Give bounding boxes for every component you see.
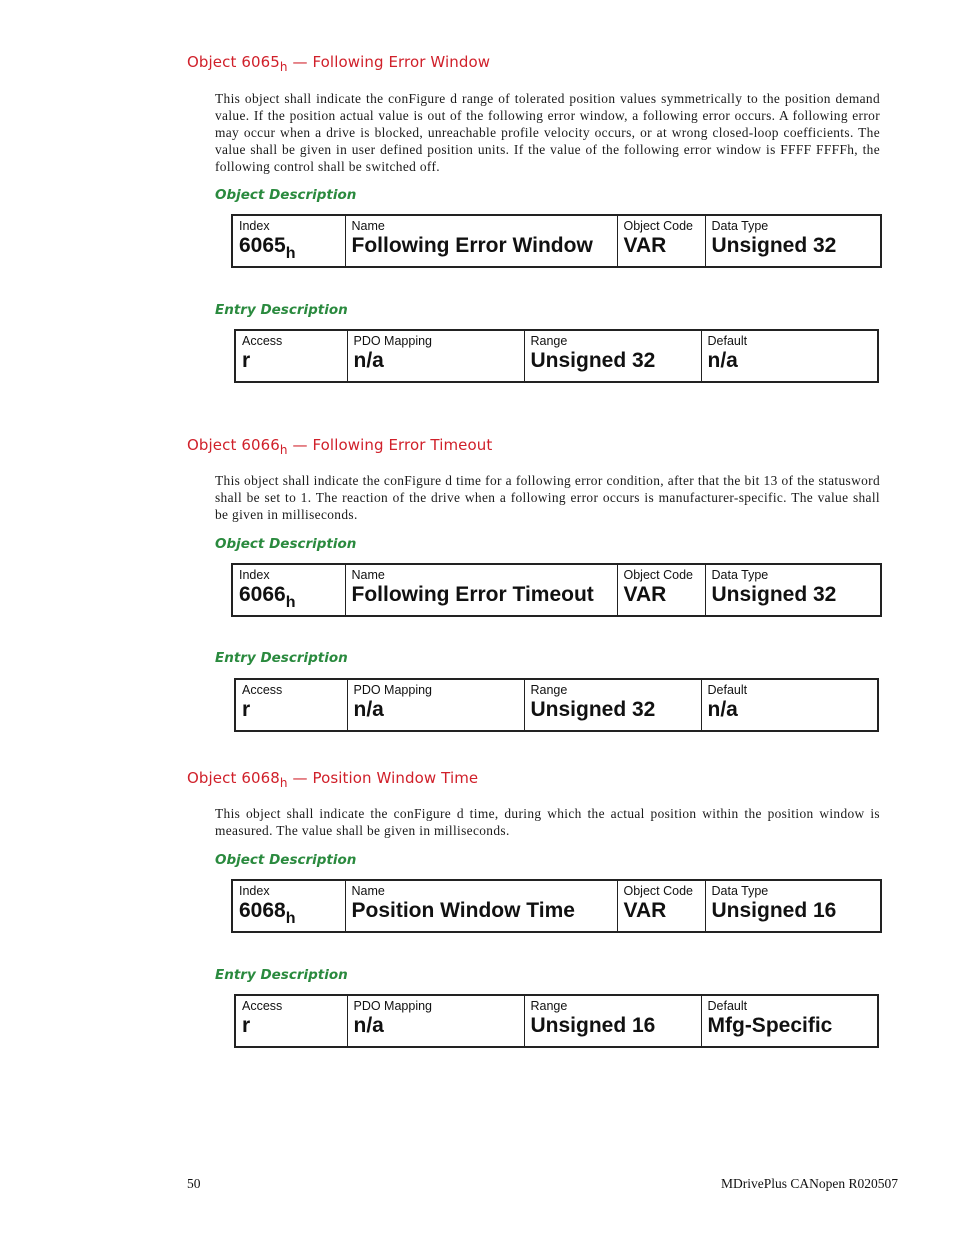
data-type-cell: Data Type Unsigned 16 — [705, 880, 881, 932]
range-cell: Range Unsigned 32 — [524, 679, 701, 731]
object-code-cell: Object Code VAR — [617, 215, 705, 267]
section-title-6066: Object $6066_h$ — Following Error Timeout — [187, 436, 493, 457]
pdo-mapping-cell: PDO Mapping n/a — [347, 679, 524, 731]
index-cell: Index $6066_h$ — [232, 564, 345, 616]
data-type-cell: Data Type Unsigned 32 — [705, 215, 881, 267]
object-description-heading: Object Description — [215, 187, 357, 203]
default-cell: Default Mfg-Specific — [701, 995, 878, 1047]
name-cell: Name Position Window Time — [345, 880, 617, 932]
section-title-6068: Object $6068_h$ — Position Window Time — [187, 769, 479, 790]
section-body-6068: This object shall indicate the conFigure d time, during which the actual position within the position window is measured. The value shall be given in milliseconds. — [215, 806, 880, 838]
object-code-cell: Object Code VAR — [617, 880, 705, 932]
document-id: MDrivePlus CANopen R020507 — [720, 1176, 898, 1191]
entry-description-table — [234, 994, 879, 1048]
name-cell: Name Following Error Window — [345, 215, 617, 267]
default-cell: Default n/a — [701, 330, 878, 382]
object-description-table — [231, 879, 882, 933]
access-cell: Access r — [235, 995, 347, 1047]
access-cell: Access r — [235, 679, 347, 731]
index-cell: Index $6068_h$ — [232, 880, 345, 932]
object-description-table — [231, 214, 882, 268]
access-cell: Access r — [235, 330, 347, 382]
pdo-mapping-cell: PDO Mapping n/a — [347, 330, 524, 382]
entry-description-table — [234, 678, 879, 732]
entry-description-heading: Entry Description — [215, 650, 348, 666]
entry-description-heading: Entry Description — [215, 967, 348, 983]
entry-description-table — [234, 329, 879, 383]
data-type-cell: Data Type Unsigned 32 — [705, 564, 881, 616]
object-description-heading: Object Description — [215, 536, 357, 552]
object-description-table — [231, 563, 882, 617]
range-cell: Range Unsigned 16 — [524, 995, 701, 1047]
name-cell: Name Following Error Timeout — [345, 564, 617, 616]
range-cell: Range Unsigned 32 — [524, 330, 701, 382]
section-body-6066: This object shall indicate the conFigure d time for a following error condition, after that the bit 13 of the statusword shall be set to 1. The reaction of the drive when a following error occurs is manufacturer-specific. The value shall be given in milliseconds. — [215, 473, 880, 522]
default-cell: Default n/a — [701, 679, 878, 731]
index-cell: Index $6065_h$ — [232, 215, 345, 267]
object-code-cell: Object Code VAR — [617, 564, 705, 616]
page-number: 50 — [187, 1176, 201, 1191]
entry-description-heading: Entry Description — [215, 302, 348, 318]
section-body-6065: This object shall indicate the conFigure d range of tolerated position values symmetrically to the position demand value. If the position actual value is out of the following error window, a following error occurs. A following error may occur when a drive is blocked, unreachable profile velocity occurs, or at wrong closed-loop coefficients. The value shall be given in user defined position units. If the value of the following error window is FFFF FFFFh, the following control shall be switched off. — [215, 91, 880, 174]
section-title-6065: Object $6065_h$ — Following Error Window — [187, 53, 491, 74]
pdo-mapping-cell: PDO Mapping n/a — [347, 995, 524, 1047]
object-description-heading: Object Description — [215, 852, 357, 868]
